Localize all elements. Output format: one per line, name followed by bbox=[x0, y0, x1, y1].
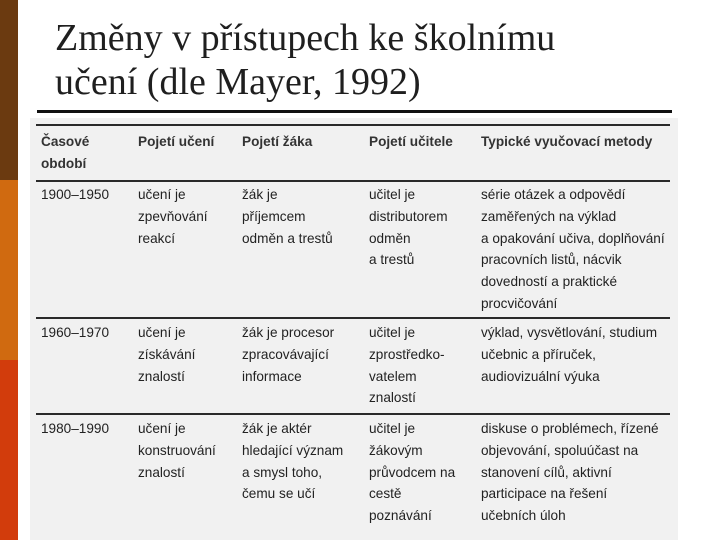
row-2-learning: učení je získávání znalostí bbox=[138, 325, 196, 384]
slide-title-line-2: učení (dle Mayer, 1992) bbox=[55, 61, 421, 103]
table-row-divider-1 bbox=[36, 317, 670, 319]
row-1-methods: série otázek a odpovědí zaměřených na výklad a opakování učiva, doplňování pracovních listů, nácvik dovedností a praktické procvičování bbox=[481, 187, 665, 311]
row-2-student: žák je procesor zpracovávající informace bbox=[242, 325, 335, 384]
row-1-period: 1900–1950 bbox=[41, 187, 110, 202]
accent-stripe-top bbox=[0, 0, 18, 180]
row-1-learning: učení je zpevňování reakcí bbox=[138, 187, 208, 246]
table-top-rule bbox=[36, 124, 670, 126]
table-row-divider-2 bbox=[36, 413, 670, 415]
row-2-period: 1960–1970 bbox=[41, 325, 110, 340]
header-methods: Typické vyučovací metody bbox=[481, 134, 653, 149]
header-learning: Pojetí učení bbox=[138, 134, 215, 149]
header-student: Pojetí žáka bbox=[242, 134, 313, 149]
row-1-teacher: učitel je distributorem odměn a trestů bbox=[369, 187, 448, 268]
row-3-teacher: učitel je žákovým průvodcem na cestě poznávání bbox=[369, 421, 456, 524]
row-3-methods: diskuse o problémech, řízené objevování, spoluúčast na stanovení cílů, aktivní participace na řešení učebních úloh bbox=[481, 421, 659, 524]
slide-title-line-1: Změny v přístupech ke školnímu bbox=[55, 17, 556, 59]
table-header-rule bbox=[36, 180, 670, 182]
accent-stripe-middle bbox=[0, 180, 18, 360]
header-teacher: Pojetí učitele bbox=[369, 134, 453, 149]
row-2-teacher: učitel je zprostředko- vatelem znalostí bbox=[369, 325, 445, 406]
title-underline bbox=[37, 110, 672, 113]
accent-stripe-bottom bbox=[0, 360, 18, 540]
row-3-student: žák je aktér hledající význam a smysl toho, čemu se učí bbox=[242, 421, 344, 502]
row-2-methods: výklad, vysvětlování, studium učebnic a příruček, audiovizuální výuka bbox=[481, 325, 658, 384]
header-period: Časové období bbox=[41, 134, 90, 171]
row-3-learning: učení je konstruování znalostí bbox=[138, 421, 216, 480]
row-3-period: 1980–1990 bbox=[41, 421, 110, 436]
slide-title bbox=[55, 16, 695, 104]
row-1-student: žák je příjemcem odměn a trestů bbox=[242, 187, 333, 246]
